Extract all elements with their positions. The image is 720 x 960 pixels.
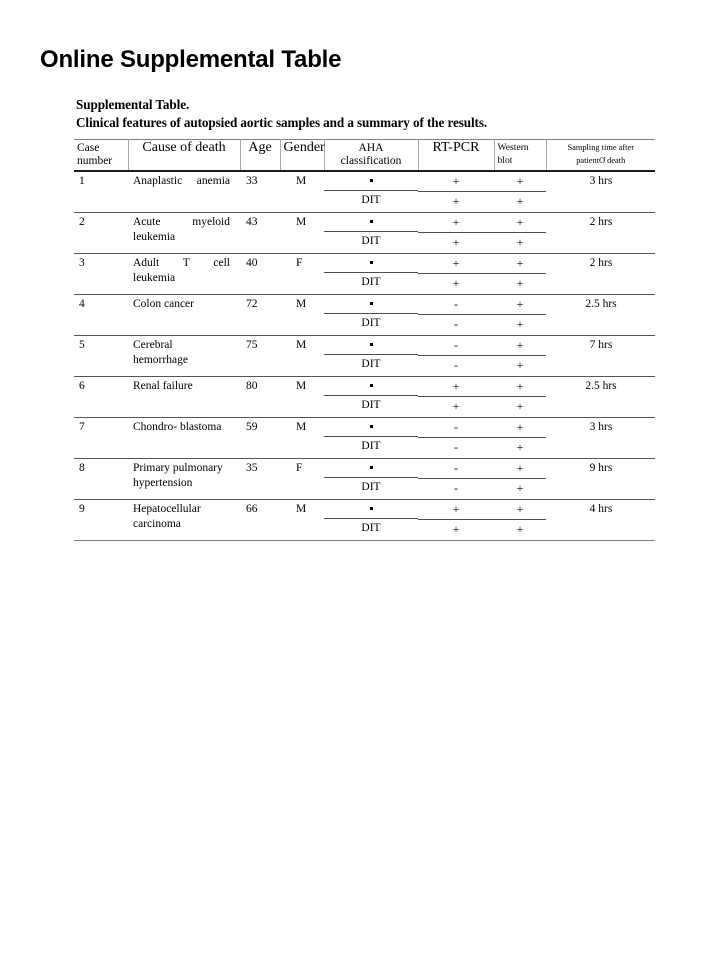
header-western-line2: blot (497, 154, 513, 166)
cell-western-blot-bottom: + (516, 276, 524, 290)
cell-western-blot-top: + (494, 213, 546, 233)
table-row (74, 213, 655, 254)
cell-aha (324, 459, 418, 500)
cell-rt-pcr-top: + (418, 213, 494, 233)
cell-sampling-time (546, 500, 655, 541)
cell-western-blot-bottom: + (516, 399, 524, 413)
cell-rt-pcr (418, 171, 494, 213)
cell-gender (280, 171, 324, 213)
table-header-row (74, 140, 655, 172)
cell-cause-of-death-text: Primary pulmonary hypertension (133, 462, 223, 489)
cell-rt-pcr-row-top (418, 172, 494, 192)
cell-cause-of-death-text: Renal failure (133, 380, 193, 392)
cell-rt-pcr-sub (418, 336, 494, 376)
table-row (74, 377, 655, 418)
cell-western-blot-bottom: + (516, 317, 524, 331)
header-gender: Gender (280, 140, 324, 172)
cell-aha-top (324, 295, 418, 314)
cell-western-blot-sub (494, 459, 546, 499)
cell-aha (324, 336, 418, 377)
cell-aha-row-top (324, 500, 418, 519)
cell-rt-pcr-row-bottom (418, 438, 494, 459)
cell-sampling-time (546, 459, 655, 500)
cell-case-number-text: 5 (79, 339, 85, 351)
cell-gender (280, 336, 324, 377)
header-case-number (74, 140, 128, 172)
cell-aha-top (324, 459, 418, 478)
cell-sampling-time (546, 377, 655, 418)
table-row (74, 459, 655, 500)
cell-rt-pcr (418, 213, 494, 254)
cell-aha (324, 500, 418, 541)
table-row (74, 254, 655, 295)
cell-aha-row-bottom (324, 519, 418, 539)
cell-western-blot-sub (494, 254, 546, 294)
cell-rt-pcr-bottom: + (452, 276, 460, 290)
cell-rt-pcr-row-top (418, 254, 494, 274)
cell-cause-of-death-text: Hepatocellular carcinoma (133, 503, 201, 530)
cell-cause-of-death-text: Colon cancer (133, 298, 194, 310)
cell-western-blot-bottom: + (516, 481, 524, 495)
cell-aha-top (324, 213, 418, 232)
cell-age (240, 213, 280, 254)
cell-case-number-text: 1 (79, 175, 85, 187)
cell-sampling-time-text: 2.5 hrs (585, 298, 617, 310)
cell-rt-pcr-sub (418, 172, 494, 212)
cell-rt-pcr-top: + (418, 254, 494, 274)
cell-aha-top (324, 336, 418, 355)
table-head (74, 140, 655, 172)
cell-aha-sub (324, 213, 418, 251)
cell-aha-bottom: DIT (361, 481, 381, 493)
cell-western-blot (494, 295, 546, 336)
cell-rt-pcr-bottom: - (454, 317, 458, 331)
cell-western-blot-sub (494, 213, 546, 253)
cell-aha-row-top (324, 254, 418, 273)
cell-rt-pcr (418, 295, 494, 336)
cell-rt-pcr (418, 336, 494, 377)
cell-rt-pcr-row-bottom (418, 315, 494, 336)
cell-sampling-time-text: 9 hrs (589, 462, 613, 474)
cell-rt-pcr-top: + (418, 500, 494, 520)
cell-aha-bottom: DIT (361, 399, 381, 411)
cell-aha-row-top (324, 377, 418, 396)
cell-gender-text: M (296, 380, 307, 392)
cell-aha-top (324, 377, 418, 396)
header-sampling-line2: patientƠ death (576, 155, 626, 165)
cell-age-text: 35 (246, 462, 258, 474)
cell-age (240, 254, 280, 295)
cell-aha-row-top (324, 213, 418, 232)
cell-rt-pcr-row-bottom (418, 397, 494, 418)
cell-western-blot-row-bottom (494, 233, 546, 254)
cell-age-text: 40 (246, 257, 258, 269)
cell-sampling-time (546, 171, 655, 213)
page-title: Online Supplemental Table (40, 46, 342, 73)
cell-case-number (74, 213, 128, 254)
cell-age (240, 500, 280, 541)
cell-western-blot (494, 254, 546, 295)
cell-western-blot-bottom: + (516, 522, 524, 536)
cell-age (240, 171, 280, 213)
cell-rt-pcr-sub (418, 459, 494, 499)
cell-rt-pcr-row-top (418, 418, 494, 438)
cell-western-blot-row-bottom (494, 315, 546, 336)
header-case-number-line1: Case (77, 142, 100, 154)
cell-western-blot (494, 377, 546, 418)
cell-western-blot (494, 336, 546, 377)
cell-rt-pcr-row-top (418, 295, 494, 315)
cell-aha (324, 171, 418, 213)
cell-case-number (74, 295, 128, 336)
cell-rt-pcr-bottom: - (454, 481, 458, 495)
header-aha-classification (324, 140, 418, 172)
cell-case-number (74, 171, 128, 213)
cell-sampling-time-text: 3 hrs (589, 421, 613, 433)
cell-aha-row-top (324, 336, 418, 355)
cell-aha-bottom: DIT (361, 317, 381, 329)
cell-gender (280, 295, 324, 336)
cell-rt-pcr-sub (418, 295, 494, 335)
cell-western-blot-row-bottom (494, 479, 546, 500)
cell-western-blot-top: + (494, 295, 546, 315)
header-sampling-line1: Sampling time after (567, 143, 635, 152)
cell-aha-bottom: DIT (361, 194, 381, 206)
cell-western-blot-sub (494, 418, 546, 458)
cell-aha (324, 213, 418, 254)
cell-case-number-text: 6 (79, 380, 85, 392)
cell-western-blot-bottom: + (516, 440, 524, 454)
cell-aha-sub (324, 254, 418, 292)
cell-aha-row-top (324, 295, 418, 314)
caption-text: Clinical features of autopsied aortic samples and a summary of the results. (76, 115, 488, 130)
cell-western-blot (494, 459, 546, 500)
cell-aha-row-top (324, 418, 418, 437)
cell-sampling-time-text: 7 hrs (589, 339, 613, 351)
cell-western-blot-row-bottom (494, 520, 546, 541)
cell-rt-pcr-top: - (418, 336, 494, 356)
cell-gender-text: M (296, 339, 307, 351)
cell-aha-sub (324, 418, 418, 456)
cell-sampling-time-text: 4 hrs (589, 503, 613, 515)
aha-marker-icon (370, 384, 373, 387)
cell-aha-top (324, 172, 418, 191)
cell-cause-of-death-text: Adult T cell leukemia (133, 257, 230, 284)
cell-gender (280, 459, 324, 500)
aha-marker-icon (370, 179, 373, 182)
cell-age-text: 80 (246, 380, 258, 392)
cell-case-number (74, 459, 128, 500)
cell-western-blot-row-top (494, 295, 546, 315)
cell-age-text: 75 (246, 339, 258, 351)
aha-marker-icon (370, 466, 373, 469)
cell-aha (324, 418, 418, 459)
header-case-number-line2: number (77, 154, 113, 167)
cell-rt-pcr-row-top (418, 213, 494, 233)
header-aha-line2: classification (340, 154, 402, 167)
table-row (74, 500, 655, 541)
cell-sampling-time (546, 295, 655, 336)
cell-age (240, 459, 280, 500)
cell-aha-row-top (324, 459, 418, 478)
cell-western-blot-sub (494, 377, 546, 417)
cell-case-number (74, 336, 128, 377)
cell-cause-of-death (128, 418, 240, 459)
cell-western-blot-top: + (494, 336, 546, 356)
cell-aha-top (324, 254, 418, 273)
header-cause-of-death: Cause of death (128, 140, 240, 172)
cell-aha (324, 377, 418, 418)
cell-rt-pcr-top: - (418, 295, 494, 315)
cell-case-number (74, 254, 128, 295)
cell-aha-row-bottom (324, 355, 418, 375)
cell-western-blot-row-top (494, 500, 546, 520)
cell-cause-of-death-text: Cerebral hemorrhage (133, 339, 188, 366)
cell-age (240, 418, 280, 459)
cell-sampling-time-text: 2.5 hrs (585, 380, 617, 392)
cell-rt-pcr-row-top (418, 500, 494, 520)
cell-western-blot-row-bottom (494, 438, 546, 459)
cell-western-blot-top: + (494, 459, 546, 479)
cell-western-blot-top: + (494, 254, 546, 274)
cell-aha-row-bottom (324, 478, 418, 498)
cell-cause-of-death-text: Chondro- blastoma (133, 421, 222, 433)
cell-western-blot-sub (494, 500, 546, 540)
cell-rt-pcr-top: - (418, 418, 494, 438)
cell-rt-pcr (418, 418, 494, 459)
cell-aha-sub (324, 172, 418, 210)
header-western-line1: Western (497, 142, 529, 153)
cell-rt-pcr-bottom: - (454, 358, 458, 372)
cell-rt-pcr-row-top (418, 459, 494, 479)
cell-western-blot-row-top (494, 336, 546, 356)
cell-sampling-time (546, 418, 655, 459)
cell-cause-of-death (128, 459, 240, 500)
cell-age-text: 43 (246, 216, 258, 228)
cell-case-number-text: 4 (79, 298, 85, 310)
cell-western-blot-bottom: + (516, 235, 524, 249)
cell-rt-pcr (418, 500, 494, 541)
supplemental-table-wrap (74, 139, 655, 541)
aha-marker-icon (370, 302, 373, 305)
cell-western-blot-row-top (494, 254, 546, 274)
cell-cause-of-death (128, 295, 240, 336)
cell-case-number-text: 2 (79, 216, 85, 228)
cell-western-blot-row-top (494, 213, 546, 233)
cell-aha-sub (324, 459, 418, 497)
cell-western-blot-row-bottom (494, 397, 546, 418)
cell-rt-pcr (418, 254, 494, 295)
cell-rt-pcr-bottom: + (452, 399, 460, 413)
cell-aha-bottom: DIT (361, 358, 381, 370)
cell-aha-bottom: DIT (361, 276, 381, 288)
cell-aha-top (324, 500, 418, 519)
cell-aha-sub (324, 377, 418, 415)
cell-rt-pcr-sub (418, 500, 494, 540)
cell-rt-pcr-row-top (418, 377, 494, 397)
cell-western-blot-row-top (494, 377, 546, 397)
cell-rt-pcr-row-bottom (418, 192, 494, 213)
cell-aha-row-top (324, 172, 418, 191)
cell-age-text: 66 (246, 503, 258, 515)
cell-gender-text: M (296, 216, 307, 228)
cell-case-number-text: 8 (79, 462, 85, 474)
cell-aha-row-bottom (324, 437, 418, 457)
table-caption (76, 96, 636, 132)
table-row (74, 171, 655, 213)
cell-case-number (74, 418, 128, 459)
header-rt-pcr: RT-PCR (418, 140, 494, 172)
cell-western-blot-top: + (494, 172, 546, 192)
cell-sampling-time (546, 213, 655, 254)
cell-gender-text: F (296, 462, 303, 474)
cell-age-text: 72 (246, 298, 258, 310)
cell-gender (280, 500, 324, 541)
cell-rt-pcr-bottom: + (452, 194, 460, 208)
cell-rt-pcr-sub (418, 254, 494, 294)
cell-cause-of-death (128, 171, 240, 213)
cell-rt-pcr-row-top (418, 336, 494, 356)
cell-aha-bottom: DIT (361, 522, 381, 534)
cell-rt-pcr (418, 377, 494, 418)
cell-aha-row-bottom (324, 396, 418, 416)
cell-rt-pcr-row-bottom (418, 233, 494, 254)
cell-gender-text: M (296, 503, 307, 515)
cell-gender (280, 213, 324, 254)
cell-western-blot (494, 418, 546, 459)
cell-aha-bottom: DIT (361, 440, 381, 452)
cell-case-number-text: 9 (79, 503, 85, 515)
cell-gender-text: M (296, 175, 307, 187)
cell-cause-of-death (128, 254, 240, 295)
header-aha-line1: AHA (358, 142, 384, 154)
cell-western-blot-row-top (494, 418, 546, 438)
cell-rt-pcr-sub (418, 418, 494, 458)
cell-age (240, 336, 280, 377)
cell-aha-sub (324, 336, 418, 374)
cell-case-number (74, 377, 128, 418)
cell-gender-text: F (296, 257, 303, 269)
table-body (74, 171, 655, 541)
cell-aha-row-bottom (324, 273, 418, 293)
cell-case-number-text: 3 (79, 257, 85, 269)
cell-western-blot-top: + (494, 418, 546, 438)
cell-sampling-time-text: 3 hrs (589, 175, 613, 187)
cell-rt-pcr-row-bottom (418, 479, 494, 500)
cell-western-blot-top: + (494, 500, 546, 520)
header-sampling-time (546, 140, 655, 172)
aha-marker-icon (370, 261, 373, 264)
cell-cause-of-death (128, 500, 240, 541)
cell-western-blot-row-bottom (494, 192, 546, 213)
cell-aha (324, 295, 418, 336)
cell-western-blot-bottom: + (516, 194, 524, 208)
cell-cause-of-death-text: Acute myeloid leukemia (133, 216, 230, 243)
cell-rt-pcr-row-bottom (418, 356, 494, 377)
cell-cause-of-death (128, 336, 240, 377)
cell-western-blot-sub (494, 172, 546, 212)
cell-western-blot-sub (494, 295, 546, 335)
cell-aha-bottom: DIT (361, 235, 381, 247)
cell-case-number (74, 500, 128, 541)
cell-rt-pcr (418, 459, 494, 500)
cell-western-blot-row-bottom (494, 274, 546, 295)
cell-gender (280, 418, 324, 459)
header-age: Age (240, 140, 280, 172)
supplemental-table (74, 139, 655, 541)
cell-aha-sub (324, 500, 418, 538)
cell-sampling-time-text: 2 hrs (589, 216, 613, 228)
cell-age (240, 295, 280, 336)
header-western-blot (494, 140, 546, 172)
cell-gender-text: M (296, 298, 307, 310)
cell-aha (324, 254, 418, 295)
cell-western-blot (494, 500, 546, 541)
cell-sampling-time (546, 254, 655, 295)
cell-aha-row-bottom (324, 191, 418, 211)
cell-age-text: 59 (246, 421, 258, 433)
cell-sampling-time (546, 336, 655, 377)
cell-aha-sub (324, 295, 418, 333)
cell-cause-of-death (128, 377, 240, 418)
cell-western-blot (494, 171, 546, 213)
cell-rt-pcr-top: + (418, 377, 494, 397)
table-row (74, 418, 655, 459)
cell-rt-pcr-bottom: + (452, 235, 460, 249)
cell-gender (280, 254, 324, 295)
cell-rt-pcr-sub (418, 213, 494, 253)
cell-gender-text: M (296, 421, 307, 433)
cell-rt-pcr-bottom: + (452, 522, 460, 536)
cell-rt-pcr-top: + (418, 172, 494, 192)
cell-rt-pcr-sub (418, 377, 494, 417)
cell-rt-pcr-top: - (418, 459, 494, 479)
cell-western-blot-bottom: + (516, 358, 524, 372)
cell-rt-pcr-bottom: - (454, 440, 458, 454)
aha-marker-icon (370, 507, 373, 510)
cell-aha-row-bottom (324, 232, 418, 252)
cell-western-blot-row-bottom (494, 356, 546, 377)
cell-rt-pcr-row-bottom (418, 520, 494, 541)
cell-cause-of-death (128, 213, 240, 254)
aha-marker-icon (370, 220, 373, 223)
cell-western-blot-top: + (494, 377, 546, 397)
table-row (74, 295, 655, 336)
cell-sampling-time-text: 2 hrs (589, 257, 613, 269)
cell-gender (280, 377, 324, 418)
aha-marker-icon (370, 425, 373, 428)
cell-aha-row-bottom (324, 314, 418, 334)
cell-age (240, 377, 280, 418)
caption-label: Supplemental Table. (76, 97, 190, 112)
table-row (74, 336, 655, 377)
cell-western-blot-row-top (494, 172, 546, 192)
cell-western-blot-row-top (494, 459, 546, 479)
cell-case-number-text: 7 (79, 421, 85, 433)
cell-western-blot (494, 213, 546, 254)
cell-aha-top (324, 418, 418, 437)
cell-cause-of-death-text: Anaplastic anemia (133, 175, 230, 187)
cell-western-blot-sub (494, 336, 546, 376)
cell-rt-pcr-row-bottom (418, 274, 494, 295)
cell-age-text: 33 (246, 175, 258, 187)
aha-marker-icon (370, 343, 373, 346)
